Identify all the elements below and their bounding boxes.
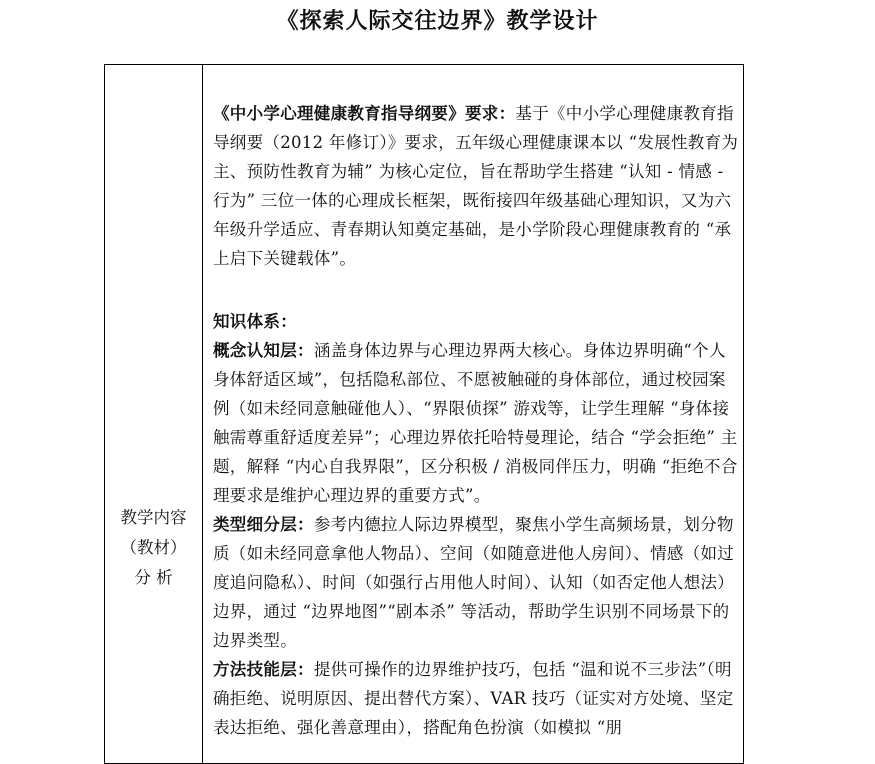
- concept-text: 涵盖身体边界与心理边界两大核心。身体边界明确“个人身体舒适区域”，包括隐私部位、不愿被触碰的身体部位，通过校园案例（如未经同意触碰他人）、“界限侦探” 游戏等，让学生理解 “身体接触需尊重舒适度差异”；心理边界依托哈特曼理论，结合 “学会拒绝” 主题，解释 “内心自我界限”，区分积极 / 消极同伴压力，明确 “拒绝不合理要求是维护心理边界的重要方式”。: [213, 341, 738, 505]
- requirement-paragraph: [213, 99, 741, 273]
- concept-paragraph: [213, 336, 741, 510]
- method-paragraph: [213, 655, 741, 742]
- row-header: [105, 503, 202, 593]
- method-heading: 方法技能层：: [213, 660, 314, 679]
- row-header-line: 分 析: [134, 568, 173, 587]
- type-text: 参考内德拉人际边界模型，聚焦小学生高频场景，划分物质（如未经同意拿他人物品）、空间（如随意进他人房间）、情感（如过度追问隐私）、时间（如强行占用他人时间）、认知（如否定他人想法）边界，通过 “边界地图”“剧本杀” 等活动，帮助学生识别不同场景下的边界类型。: [213, 515, 735, 650]
- row-header-line: 教学内容: [120, 508, 187, 527]
- requirement-heading: 《中小学心理健康教育指导纲要》要求：: [213, 104, 516, 123]
- knowledge-heading: 知识体系：: [213, 312, 297, 331]
- row-header-line: （教材）: [120, 538, 187, 557]
- type-heading: 类型细分层：: [213, 515, 314, 534]
- requirement-text: 基于《中小学心理健康教育指导纲要（2012 年修订）》要求，五年级心理健康课本以 “发展性教育为主、预防性教育为辅” 为核心定位，旨在帮助学生搭建 “认知 - 情感 - 行为” 三位一体的心理成长框架，既衔接四年级基础心理知识，又为六年级升学适应、青春期认知奠定基础，是小学阶段心理健康教育的 “承上启下关键载体”。: [213, 104, 739, 268]
- page-title: 《探索人际交往边界》教学设计: [276, 8, 599, 34]
- concept-heading: 概念认知层：: [213, 341, 314, 360]
- content-analysis-table: [104, 64, 744, 764]
- method-text: 提供可操作的边界维护技巧，包括 “温和说不三步法”（明确拒绝、说明原因、提出替代方案）、VAR 技巧（证实对方处境、坚定表达拒绝、强化善意理由），搭配角色扮演（如模拟 “朋: [213, 660, 734, 737]
- content-cell: [213, 99, 741, 742]
- column-divider: [202, 65, 203, 763]
- type-paragraph: [213, 510, 741, 655]
